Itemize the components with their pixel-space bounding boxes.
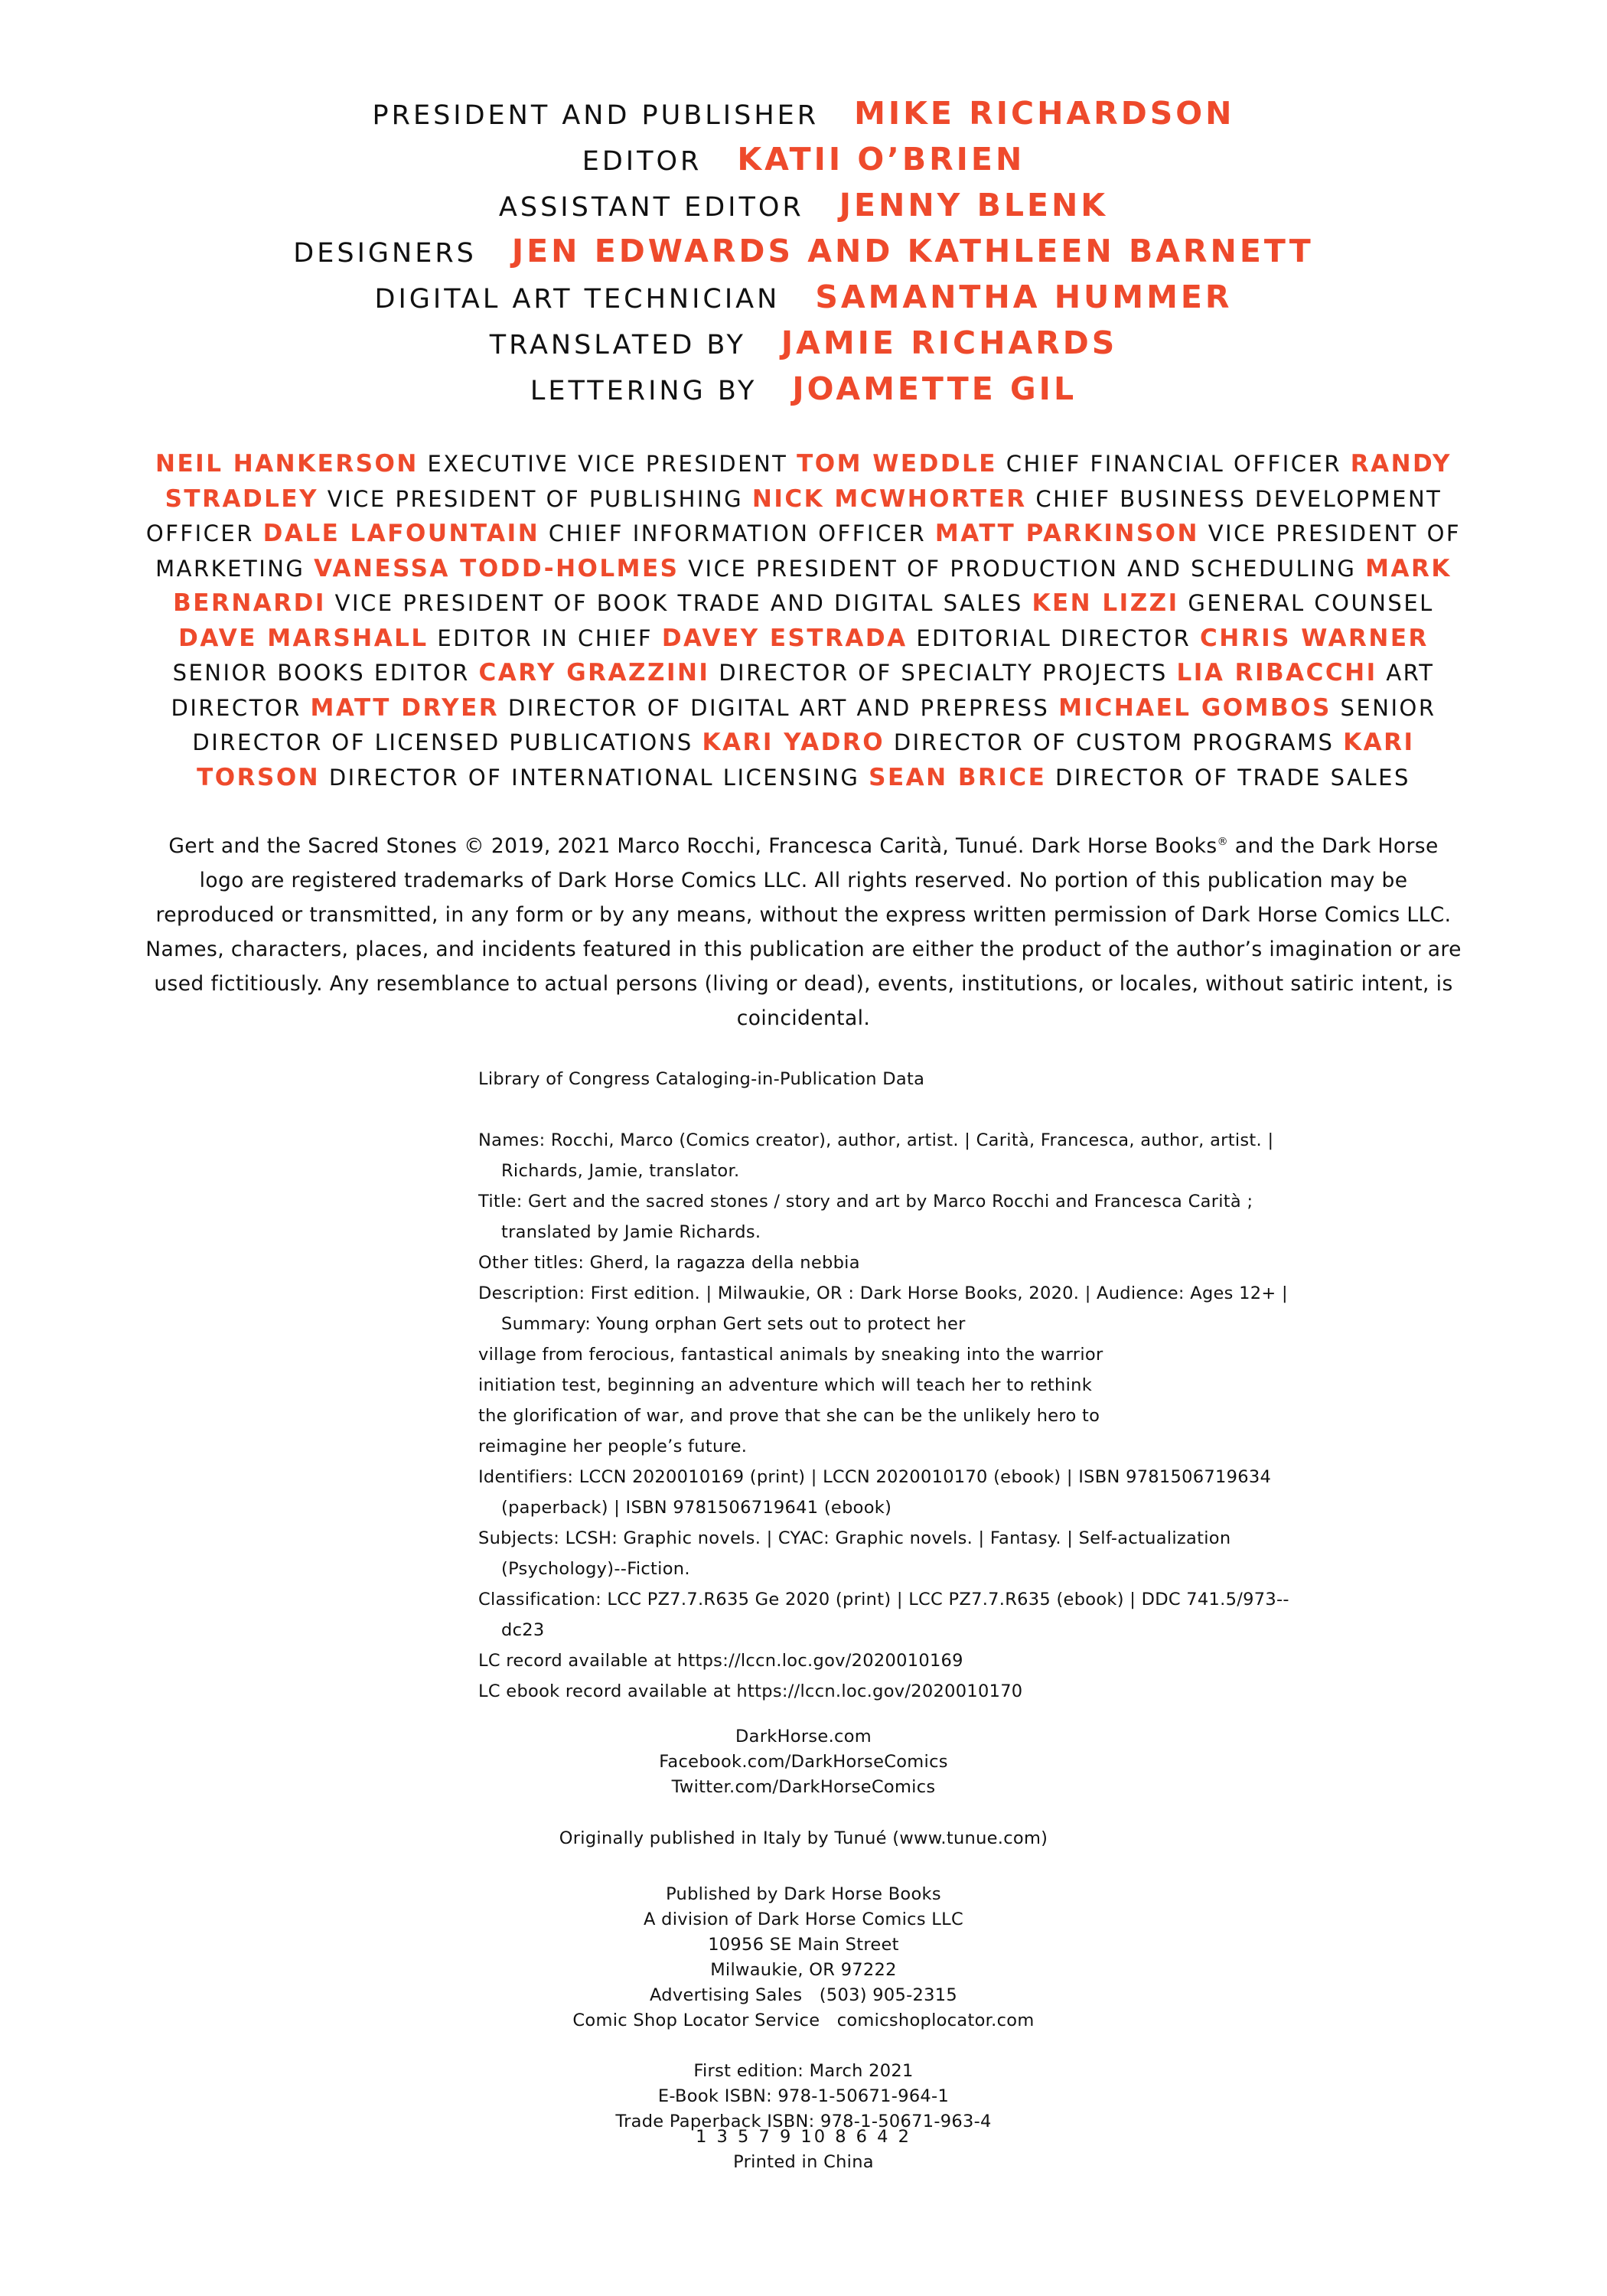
credit-name: KATII O’BRIEN [737,141,1025,178]
exec-name: KARI YADRO [702,729,885,756]
credit-row [0,90,1607,136]
cip-entry: Classification: LCC PZ7.7.R635 Ge 2020 (print) | LCC PZ7.7.R635 (ebook) | DDC 741.5/973--dc23 [478,1590,1289,1640]
credit-role: LETTERING BY [530,376,758,406]
copyright-text: and the Dark Horse logo are registered trademarks of Dark Horse Comics LLC. All rights reserved. No portion of this publication may be reproduced or transmitted, in any form or by any means, without the express written permission of Dark Horse Comics LLC. Names, characters, places, and incidents featured in this publication are either the product of the author’s imagination or are used fictitiously. Any resemblance to actual persons (living or dead), events, institutions, or locales, without satiric intent, is coincidental. [145,833,1462,1030]
edition-info [0,2059,1607,2135]
copyright-text: Gert and the Sacred Stones © 2019, 2021 Marco Rocchi, Francesca Carità, Tunué. Dark Horse Books [168,833,1217,858]
exec-name: DAVEY ESTRADA [661,624,908,652]
printed-in: Printed in China [733,2152,874,2172]
credit-role: PRESIDENT AND PUBLISHER [372,100,820,131]
exec-title: ART DIRECTOR [171,660,1435,721]
exec-name: NEIL HANKERSON [155,450,419,478]
exec-name: TOM WEDDLE [797,450,997,478]
exec-title: DIRECTOR OF INTERNATIONAL LICENSING [328,764,860,791]
exec-name: MATT DRYER [310,693,500,722]
print-run-numbers: 1 3 5 7 9 10 8 6 4 2 [696,2127,911,2147]
credit-row [0,366,1607,412]
exec-name: CARY GRAZZINI [478,659,710,687]
exec-title: VICE PRESIDENT OF PUBLISHING [327,485,744,512]
cip-entry: Names: Rocchi, Marco (Comics creator), author, artist. | Carità, Francesca, author, artist. | Richards, Jamie, translator. [478,1130,1274,1181]
exec-title: SENIOR BOOKS EDITOR [172,660,470,686]
exec-title: VICE PRESIDENT OF PRODUCTION AND SCHEDULING [688,555,1357,582]
publisher-info [0,1882,1607,2033]
publisher-line: Milwaukie, OR 97222 [710,1960,897,1980]
cip-summary-line: reimagine her people’s future. [478,1437,748,1456]
exec-name: DALE LAFOUNTAIN [262,520,540,547]
exec-name: MICHAEL GOMBOS [1058,693,1332,722]
exec-name: VANESSA TODD-HOLMES [314,554,680,582]
cip-entry: Title: Gert and the sacred stones / story and art by Marco Rocchi and Francesca Carità ; translated by Jamie Richards. [478,1192,1253,1242]
credit-row [0,274,1607,320]
exec-name: DAVE MARSHALL [178,624,429,652]
exec-title: GENERAL COUNSEL [1188,590,1434,616]
credit-name: JENNY BLENK [839,187,1109,223]
cip-entry: Other titles: Gherd, la ragazza della nebbia [478,1253,860,1273]
exec-title: CHIEF BUSINESS DEVELOPMENT OFFICER [145,485,1442,546]
publisher-line: Published by Dark Horse Books [666,1884,941,1904]
credit-role: TRANSLATED BY [489,330,746,360]
credit-name: JEN EDWARDS AND KATHLEEN BARNETT [511,233,1314,269]
cip-data-block [478,1064,1320,1707]
credit-row [0,228,1607,274]
exec-title: EDITOR IN CHIEF [437,625,654,651]
exec-name: KARI TORSON [197,729,1415,791]
cip-summary-line: the glorification of war, and prove that she can be the unlikely hero to [478,1406,1100,1426]
exec-title: DIRECTOR OF TRADE SALES [1055,764,1410,791]
exec-name: CHRIS WARNER [1200,624,1429,652]
credit-row [0,320,1607,366]
credit-role: ASSISTANT EDITOR [498,192,804,223]
copyright-notice [145,825,1462,1035]
credit-role: DESIGNERS [293,238,477,269]
credit-role: EDITOR [582,146,702,177]
exec-title: EXECUTIVE VICE PRESIDENT [427,451,788,477]
publisher-line: A division of Dark Horse Comics LLC [643,1910,963,1929]
exec-title: VICE PRESIDENT OF MARKETING [155,520,1462,582]
exec-name: MATT PARKINSON [934,520,1199,547]
exec-title: DIRECTOR OF SPECIALTY PROJECTS [719,660,1168,686]
credit-role: DIGITAL ART TECHNICIAN [374,284,781,315]
credit-row [0,182,1607,228]
publisher-line: Advertising Sales (503) 905-2315 [650,1985,957,2005]
executive-staff-list [145,447,1462,795]
cip-summary-line: initiation test, beginning an adventure which will teach her to rethink [478,1375,1093,1395]
exec-name: NICK MCWHORTER [751,484,1027,513]
cip-summary-line: village from ferocious, fantastical animals by sneaking into the warrior [478,1345,1103,1365]
ebook-isbn: E-Book ISBN: 978-1-50671-964-1 [657,2086,950,2106]
cip-entry: Subjects: LCSH: Graphic novels. | CYAC: Graphic novels. | Fantasy. | Self-actualization (Psychology)--Fiction. [478,1528,1231,1579]
website-link: DarkHorse.com [735,1727,872,1746]
exec-name: RANDY STRADLEY [165,450,1452,513]
credit-name: JAMIE RICHARDS [781,325,1118,361]
cip-entry: LC record available at https://lccn.loc.gov/2020010169 [478,1651,963,1671]
cip-entry: LC ebook record available at https://lccn.loc.gov/2020010170 [478,1681,1023,1701]
exec-name: MARK BERNARDI [173,554,1452,617]
exec-title: CHIEF INFORMATION OFFICER [548,520,927,546]
exec-name: KEN LIZZI [1032,589,1179,617]
exec-name: LIA RIBACCHI [1176,659,1377,687]
exec-title: VICE PRESIDENT OF BOOK TRADE AND DIGITAL SALES [334,590,1023,616]
publisher-line: 10956 SE Main Street [708,1935,899,1955]
exec-title: CHIEF FINANCIAL OFFICER [1006,451,1341,477]
paperback-isbn: Trade Paperback ISBN: 978-1-50671-963-4 [615,2112,992,2131]
exec-name: SEAN BRICE [869,763,1047,791]
exec-title: SENIOR DIRECTOR OF LICENSED PUBLICATIONS [192,694,1436,755]
cip-entry: Identifiers: LCCN 2020010169 (print) | LCCN 2020010170 (ebook) | ISBN 9781506719634 (paperback) | ISBN 9781506719641 (ebook) [478,1467,1272,1518]
cip-heading: Library of Congress Cataloging-in-Publication Data [478,1069,925,1089]
publisher-line: Comic Shop Locator Service comicshoplocator.com [572,2011,1035,2030]
exec-title: EDITORIAL DIRECTOR [916,625,1191,651]
origin-note: Originally published in Italy by Tunué (www.tunue.com) [559,1828,1048,1848]
web-links [0,1724,1607,1800]
facebook-link: Facebook.com/DarkHorseComics [659,1752,948,1772]
credit-name: MIKE RICHARDSON [854,95,1235,132]
credits-block [0,90,1607,412]
exec-title: DIRECTOR OF DIGITAL ART AND PREPRESS [507,694,1050,721]
twitter-link: Twitter.com/DarkHorseComics [671,1777,936,1797]
registered-mark: ® [1217,836,1228,848]
cip-entry: Description: First edition. | Milwaukie, OR : Dark Horse Books, 2020. | Audience: Ages 12+ | Summary: Young orphan Gert sets out to protect her [478,1283,1288,1334]
edition-line: First edition: March 2021 [693,2061,914,2081]
exec-title: DIRECTOR OF CUSTOM PROGRAMS [893,729,1335,755]
credit-row [0,136,1607,182]
credit-name: JOAMETTE GIL [792,370,1077,407]
credit-name: SAMANTHA HUMMER [815,279,1233,315]
